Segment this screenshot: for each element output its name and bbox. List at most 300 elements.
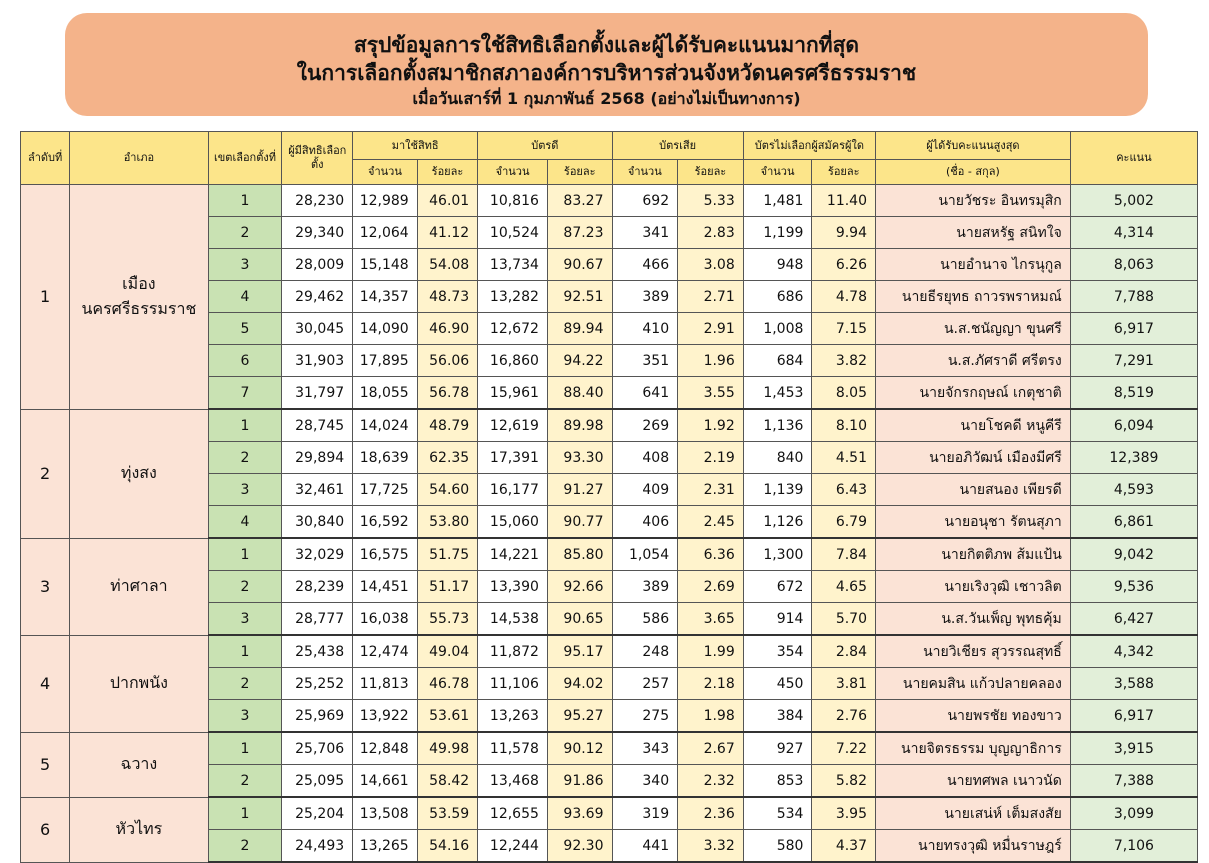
district-name-line-1: ฉวาง <box>120 754 158 773</box>
spoiled-count-cell: 441 <box>612 830 678 863</box>
eligible-cell: 29,462 <box>282 281 353 313</box>
winner-name-cell: นายอภิวัฒน์ เมืองมีศรี <box>876 442 1071 474</box>
eligible-cell: 29,340 <box>282 217 353 249</box>
turnout-count-cell: 16,038 <box>353 603 418 636</box>
district-cell <box>70 635 208 732</box>
spoiled-count-cell: 319 <box>612 797 678 830</box>
zone-cell: 3 <box>208 700 282 733</box>
eligible-cell: 25,095 <box>282 765 353 798</box>
winner-name-cell: น.ส.ภัศราดี ศรีตรง <box>876 345 1071 377</box>
spoiled-count-cell: 586 <box>612 603 678 636</box>
score-cell: 9,536 <box>1070 571 1197 603</box>
spoiled-count-cell: 257 <box>612 668 678 700</box>
turnout-count-cell: 14,451 <box>353 571 418 603</box>
spoiled-percent-cell: 5.33 <box>678 185 744 217</box>
zone-cell: 7 <box>208 377 282 410</box>
winner-name-cell: นายทศพล เนาวนัด <box>876 765 1071 798</box>
header-percent: ร้อยละ <box>678 160 744 185</box>
score-cell: 7,106 <box>1070 830 1197 863</box>
good-count-cell: 13,734 <box>478 249 548 281</box>
no-vote-percent-cell: 2.84 <box>812 635 876 668</box>
score-cell: 5,002 <box>1070 185 1197 217</box>
header-good: บัตรดี <box>478 132 612 160</box>
spoiled-count-cell: 410 <box>612 313 678 345</box>
good-percent-cell: 90.12 <box>547 732 612 765</box>
good-percent-cell: 93.30 <box>547 442 612 474</box>
spoiled-count-cell: 340 <box>612 765 678 798</box>
title-line-1: สรุปข้อมูลการใช้สิทธิเลือกตั้งและผู้ได้รับคะแนนมากที่สุด <box>353 33 860 57</box>
good-count-cell: 10,524 <box>478 217 548 249</box>
no-vote-percent-cell: 5.82 <box>812 765 876 798</box>
eligible-cell: 28,009 <box>282 249 353 281</box>
spoiled-count-cell: 692 <box>612 185 678 217</box>
no-vote-count-cell: 1,126 <box>743 506 812 539</box>
no-vote-count-cell: 534 <box>743 797 812 830</box>
zone-cell: 2 <box>208 765 282 798</box>
no-vote-count-cell: 1,481 <box>743 185 812 217</box>
district-cell <box>70 538 208 635</box>
no-vote-percent-cell: 8.10 <box>812 409 876 442</box>
good-percent-cell: 83.27 <box>547 185 612 217</box>
good-count-cell: 12,244 <box>478 830 548 863</box>
turnout-percent-cell: 51.17 <box>417 571 478 603</box>
score-cell: 8,519 <box>1070 377 1197 410</box>
spoiled-percent-cell: 2.31 <box>678 474 744 506</box>
score-cell: 6,427 <box>1070 603 1197 636</box>
spoiled-percent-cell: 1.92 <box>678 409 744 442</box>
good-count-cell: 12,672 <box>478 313 548 345</box>
good-count-cell: 13,390 <box>478 571 548 603</box>
winner-name-cell: นายวัชระ อินทรมุสิก <box>876 185 1071 217</box>
good-count-cell: 13,468 <box>478 765 548 798</box>
no-vote-percent-cell: 3.95 <box>812 797 876 830</box>
spoiled-count-cell: 409 <box>612 474 678 506</box>
spoiled-count-cell: 389 <box>612 571 678 603</box>
winner-name-cell: น.ส.ชนัญญา ขุนศรี <box>876 313 1071 345</box>
zone-cell: 2 <box>208 217 282 249</box>
winner-name-cell: น.ส.วันเพ็ญ พุทธคุ้ม <box>876 603 1071 636</box>
winner-name-cell: นายเสน่ห์ เต็มสงสัย <box>876 797 1071 830</box>
no-vote-count-cell: 354 <box>743 635 812 668</box>
good-percent-cell: 93.69 <box>547 797 612 830</box>
score-cell: 6,861 <box>1070 506 1197 539</box>
seq-cell: 1 <box>21 185 70 410</box>
score-cell: 6,917 <box>1070 313 1197 345</box>
no-vote-count-cell: 927 <box>743 732 812 765</box>
zone-cell: 2 <box>208 668 282 700</box>
table-body <box>21 185 1198 863</box>
spoiled-count-cell: 248 <box>612 635 678 668</box>
title-line-3: เมื่อวันเสาร์ที่ 1 กุมภาพันธ์ 2568 (อย่างไม่เป็นทางการ) <box>412 89 801 108</box>
turnout-percent-cell: 56.78 <box>417 377 478 410</box>
score-cell: 12,389 <box>1070 442 1197 474</box>
good-count-cell: 16,177 <box>478 474 548 506</box>
district-cell <box>70 797 208 862</box>
good-count-cell: 13,263 <box>478 700 548 733</box>
good-percent-cell: 89.98 <box>547 409 612 442</box>
good-count-cell: 12,655 <box>478 797 548 830</box>
good-count-cell: 15,060 <box>478 506 548 539</box>
score-cell: 4,593 <box>1070 474 1197 506</box>
zone-cell: 1 <box>208 185 282 217</box>
turnout-count-cell: 13,265 <box>353 830 418 863</box>
zone-cell: 1 <box>208 732 282 765</box>
seq-cell: 2 <box>21 409 70 538</box>
turnout-percent-cell: 46.90 <box>417 313 478 345</box>
score-cell: 3,915 <box>1070 732 1197 765</box>
no-vote-count-cell: 840 <box>743 442 812 474</box>
good-percent-cell: 94.02 <box>547 668 612 700</box>
zone-cell: 5 <box>208 313 282 345</box>
good-percent-cell: 87.23 <box>547 217 612 249</box>
score-cell: 6,917 <box>1070 700 1197 733</box>
no-vote-count-cell: 853 <box>743 765 812 798</box>
header-no-vote: บัตรไม่เลือกผู้สมัครผู้ใด <box>743 132 875 160</box>
eligible-cell: 28,777 <box>282 603 353 636</box>
good-count-cell: 12,619 <box>478 409 548 442</box>
turnout-percent-cell: 48.79 <box>417 409 478 442</box>
good-percent-cell: 92.30 <box>547 830 612 863</box>
spoiled-percent-cell: 2.18 <box>678 668 744 700</box>
good-percent-cell: 95.17 <box>547 635 612 668</box>
district-cell <box>70 732 208 797</box>
zone-cell: 1 <box>208 797 282 830</box>
eligible-cell: 25,438 <box>282 635 353 668</box>
zone-cell: 3 <box>208 474 282 506</box>
zone-cell: 6 <box>208 345 282 377</box>
good-percent-cell: 91.27 <box>547 474 612 506</box>
turnout-count-cell: 18,639 <box>353 442 418 474</box>
zone-cell: 2 <box>208 571 282 603</box>
eligible-cell: 32,029 <box>282 538 353 571</box>
winner-name-cell: นายสนอง เพียรดี <box>876 474 1071 506</box>
spoiled-percent-cell: 3.55 <box>678 377 744 410</box>
good-percent-cell: 85.80 <box>547 538 612 571</box>
header-seq: ลำดับที่ <box>21 132 70 185</box>
table-row <box>21 185 1198 217</box>
good-count-cell: 11,106 <box>478 668 548 700</box>
election-results-table <box>20 131 1198 863</box>
spoiled-count-cell: 343 <box>612 732 678 765</box>
winner-name-cell: นายจักรกฤษณ์ เกตุชาติ <box>876 377 1071 410</box>
good-percent-cell: 90.65 <box>547 603 612 636</box>
good-percent-cell: 92.66 <box>547 571 612 603</box>
header-district: อำเภอ <box>70 132 208 185</box>
district-name-line-1: ทุ่งสง <box>120 463 157 482</box>
score-cell: 4,314 <box>1070 217 1197 249</box>
no-vote-count-cell: 1,300 <box>743 538 812 571</box>
no-vote-percent-cell: 8.05 <box>812 377 876 410</box>
spoiled-count-cell: 341 <box>612 217 678 249</box>
no-vote-percent-cell: 6.79 <box>812 506 876 539</box>
good-percent-cell: 94.22 <box>547 345 612 377</box>
no-vote-percent-cell: 7.84 <box>812 538 876 571</box>
turnout-count-cell: 14,357 <box>353 281 418 313</box>
turnout-count-cell: 18,055 <box>353 377 418 410</box>
good-count-cell: 14,538 <box>478 603 548 636</box>
no-vote-percent-cell: 11.40 <box>812 185 876 217</box>
score-cell: 7,388 <box>1070 765 1197 798</box>
turnout-count-cell: 11,813 <box>353 668 418 700</box>
turnout-percent-cell: 51.75 <box>417 538 478 571</box>
turnout-count-cell: 12,848 <box>353 732 418 765</box>
winner-name-cell: นายทรงวุฒิ หมื่นราษฎร์ <box>876 830 1071 863</box>
no-vote-count-cell: 1,008 <box>743 313 812 345</box>
zone-cell: 1 <box>208 538 282 571</box>
zone-cell: 1 <box>208 635 282 668</box>
good-percent-cell: 91.86 <box>547 765 612 798</box>
header-zone: เขตเลือกตั้งที่ <box>208 132 282 185</box>
no-vote-percent-cell: 4.37 <box>812 830 876 863</box>
table-row <box>21 635 1198 668</box>
no-vote-count-cell: 672 <box>743 571 812 603</box>
no-vote-percent-cell: 3.82 <box>812 345 876 377</box>
score-cell: 3,588 <box>1070 668 1197 700</box>
no-vote-count-cell: 686 <box>743 281 812 313</box>
table-row <box>21 732 1198 765</box>
good-count-cell: 11,872 <box>478 635 548 668</box>
good-percent-cell: 88.40 <box>547 377 612 410</box>
winner-name-cell: นายโชคดี หนูคีรี <box>876 409 1071 442</box>
spoiled-percent-cell: 2.19 <box>678 442 744 474</box>
winner-name-cell: นายจิตรธรรม บุญญาธิการ <box>876 732 1071 765</box>
turnout-count-cell: 13,922 <box>353 700 418 733</box>
turnout-percent-cell: 46.01 <box>417 185 478 217</box>
turnout-percent-cell: 48.73 <box>417 281 478 313</box>
good-percent-cell: 90.67 <box>547 249 612 281</box>
header-count: จำนวน <box>353 160 418 185</box>
district-name-line-1: ท่าศาลา <box>110 576 168 595</box>
spoiled-percent-cell: 2.83 <box>678 217 744 249</box>
header-spoiled: บัตรเสีย <box>612 132 743 160</box>
spoiled-percent-cell: 3.32 <box>678 830 744 863</box>
eligible-cell: 30,840 <box>282 506 353 539</box>
no-vote-percent-cell: 4.51 <box>812 442 876 474</box>
winner-name-cell: นายคมสิน แก้วปลายคลอง <box>876 668 1071 700</box>
turnout-count-cell: 16,592 <box>353 506 418 539</box>
turnout-percent-cell: 41.12 <box>417 217 478 249</box>
good-count-cell: 11,578 <box>478 732 548 765</box>
spoiled-count-cell: 269 <box>612 409 678 442</box>
spoiled-count-cell: 389 <box>612 281 678 313</box>
turnout-percent-cell: 49.04 <box>417 635 478 668</box>
good-percent-cell: 89.94 <box>547 313 612 345</box>
score-cell: 9,042 <box>1070 538 1197 571</box>
table-row <box>21 409 1198 442</box>
spoiled-count-cell: 406 <box>612 506 678 539</box>
turnout-percent-cell: 46.78 <box>417 668 478 700</box>
score-cell: 8,063 <box>1070 249 1197 281</box>
eligible-cell: 25,706 <box>282 732 353 765</box>
no-vote-count-cell: 948 <box>743 249 812 281</box>
turnout-count-cell: 15,148 <box>353 249 418 281</box>
turnout-percent-cell: 56.06 <box>417 345 478 377</box>
eligible-cell: 29,894 <box>282 442 353 474</box>
zone-cell: 2 <box>208 830 282 863</box>
turnout-percent-cell: 62.35 <box>417 442 478 474</box>
eligible-cell: 31,903 <box>282 345 353 377</box>
district-name-line-1: หัวไทร <box>115 819 163 838</box>
turnout-percent-cell: 55.73 <box>417 603 478 636</box>
turnout-count-cell: 13,508 <box>353 797 418 830</box>
eligible-cell: 31,797 <box>282 377 353 410</box>
no-vote-count-cell: 684 <box>743 345 812 377</box>
spoiled-percent-cell: 1.98 <box>678 700 744 733</box>
good-count-cell: 15,961 <box>478 377 548 410</box>
no-vote-count-cell: 450 <box>743 668 812 700</box>
zone-cell: 3 <box>208 603 282 636</box>
seq-cell: 6 <box>21 797 70 862</box>
turnout-count-cell: 12,064 <box>353 217 418 249</box>
turnout-percent-cell: 54.08 <box>417 249 478 281</box>
no-vote-percent-cell: 4.78 <box>812 281 876 313</box>
good-count-cell: 13,282 <box>478 281 548 313</box>
no-vote-count-cell: 1,139 <box>743 474 812 506</box>
no-vote-percent-cell: 7.22 <box>812 732 876 765</box>
turnout-count-cell: 14,090 <box>353 313 418 345</box>
score-cell: 6,094 <box>1070 409 1197 442</box>
score-cell: 3,099 <box>1070 797 1197 830</box>
spoiled-percent-cell: 2.45 <box>678 506 744 539</box>
spoiled-percent-cell: 2.71 <box>678 281 744 313</box>
district-cell <box>70 409 208 538</box>
no-vote-count-cell: 914 <box>743 603 812 636</box>
zone-cell: 4 <box>208 281 282 313</box>
spoiled-count-cell: 275 <box>612 700 678 733</box>
no-vote-percent-cell: 6.43 <box>812 474 876 506</box>
good-percent-cell: 92.51 <box>547 281 612 313</box>
turnout-percent-cell: 53.80 <box>417 506 478 539</box>
spoiled-percent-cell: 2.91 <box>678 313 744 345</box>
title-line-2: ในการเลือกตั้งสมาชิกสภาองค์การบริหารส่วนจังหวัดนครศรีธรรมราช <box>296 61 917 85</box>
no-vote-percent-cell: 2.76 <box>812 700 876 733</box>
turnout-count-cell: 17,725 <box>353 474 418 506</box>
spoiled-percent-cell: 1.96 <box>678 345 744 377</box>
header-winner-sub: (ชื่อ - สกุล) <box>876 160 1071 185</box>
winner-name-cell: นายกิตติภพ ส้มแป้น <box>876 538 1071 571</box>
header-winner: ผู้ได้รับคะแนนสูงสุด <box>876 132 1071 160</box>
score-cell: 7,788 <box>1070 281 1197 313</box>
eligible-cell: 32,461 <box>282 474 353 506</box>
header-score: คะแนน <box>1070 132 1197 185</box>
score-cell: 7,291 <box>1070 345 1197 377</box>
score-cell: 4,342 <box>1070 635 1197 668</box>
turnout-percent-cell: 54.16 <box>417 830 478 863</box>
table-row <box>21 538 1198 571</box>
district-cell <box>70 185 208 410</box>
header-count: จำนวน <box>743 160 812 185</box>
spoiled-percent-cell: 3.65 <box>678 603 744 636</box>
spoiled-percent-cell: 2.69 <box>678 571 744 603</box>
no-vote-percent-cell: 3.81 <box>812 668 876 700</box>
eligible-cell: 30,045 <box>282 313 353 345</box>
no-vote-percent-cell: 7.15 <box>812 313 876 345</box>
turnout-percent-cell: 58.42 <box>417 765 478 798</box>
no-vote-percent-cell: 5.70 <box>812 603 876 636</box>
turnout-percent-cell: 49.98 <box>417 732 478 765</box>
district-name-line-1: ปากพนัง <box>109 673 168 692</box>
winner-name-cell: นายเริงวุฒิ เชาวลิต <box>876 571 1071 603</box>
no-vote-count-cell: 1,453 <box>743 377 812 410</box>
district-name-line-1: เมือง <box>122 273 156 293</box>
header-percent: ร้อยละ <box>417 160 478 185</box>
spoiled-count-cell: 466 <box>612 249 678 281</box>
title-banner <box>65 13 1148 116</box>
eligible-cell: 25,252 <box>282 668 353 700</box>
spoiled-percent-cell: 1.99 <box>678 635 744 668</box>
header-percent: ร้อยละ <box>812 160 876 185</box>
good-count-cell: 16,860 <box>478 345 548 377</box>
table-row <box>21 797 1198 830</box>
winner-name-cell: นายอำนาจ ไกรนุกูล <box>876 249 1071 281</box>
spoiled-count-cell: 408 <box>612 442 678 474</box>
spoiled-percent-cell: 2.67 <box>678 732 744 765</box>
winner-name-cell: นายสหรัฐ สนิทใจ <box>876 217 1071 249</box>
good-count-cell: 14,221 <box>478 538 548 571</box>
turnout-percent-cell: 54.60 <box>417 474 478 506</box>
seq-cell: 5 <box>21 732 70 797</box>
eligible-cell: 24,493 <box>282 830 353 863</box>
no-vote-count-cell: 580 <box>743 830 812 863</box>
turnout-count-cell: 12,989 <box>353 185 418 217</box>
winner-name-cell: นายธีรยุทธ ถาวรพราหมณ์ <box>876 281 1071 313</box>
spoiled-count-cell: 351 <box>612 345 678 377</box>
turnout-count-cell: 16,575 <box>353 538 418 571</box>
eligible-cell: 25,204 <box>282 797 353 830</box>
winner-name-cell: นายวิเชียร สุวรรณสุทธิ์ <box>876 635 1071 668</box>
seq-cell: 4 <box>21 635 70 732</box>
no-vote-percent-cell: 9.94 <box>812 217 876 249</box>
good-count-cell: 10,816 <box>478 185 548 217</box>
eligible-cell: 28,745 <box>282 409 353 442</box>
winner-name-cell: นายอนุชา รัตนสุภา <box>876 506 1071 539</box>
zone-cell: 4 <box>208 506 282 539</box>
eligible-cell: 28,230 <box>282 185 353 217</box>
turnout-count-cell: 14,661 <box>353 765 418 798</box>
zone-cell: 1 <box>208 409 282 442</box>
no-vote-count-cell: 384 <box>743 700 812 733</box>
eligible-cell: 25,969 <box>282 700 353 733</box>
turnout-count-cell: 12,474 <box>353 635 418 668</box>
good-percent-cell: 90.77 <box>547 506 612 539</box>
turnout-count-cell: 17,895 <box>353 345 418 377</box>
header-count: จำนวน <box>612 160 678 185</box>
header-turnout: มาใช้สิทธิ <box>353 132 478 160</box>
winner-name-cell: นายพรชัย ทองขาว <box>876 700 1071 733</box>
header-count: จำนวน <box>478 160 548 185</box>
header-percent: ร้อยละ <box>547 160 612 185</box>
zone-cell: 3 <box>208 249 282 281</box>
eligible-cell: 28,239 <box>282 571 353 603</box>
header-eligible: ผู้มีสิทธิเลือกตั้ง <box>282 132 353 185</box>
spoiled-count-cell: 641 <box>612 377 678 410</box>
spoiled-percent-cell: 6.36 <box>678 538 744 571</box>
district-name-line-2: นครศรีธรรมราช <box>81 298 197 318</box>
turnout-percent-cell: 53.61 <box>417 700 478 733</box>
no-vote-percent-cell: 4.65 <box>812 571 876 603</box>
spoiled-count-cell: 1,054 <box>612 538 678 571</box>
seq-cell: 3 <box>21 538 70 635</box>
no-vote-count-cell: 1,199 <box>743 217 812 249</box>
no-vote-count-cell: 1,136 <box>743 409 812 442</box>
zone-cell: 2 <box>208 442 282 474</box>
spoiled-percent-cell: 3.08 <box>678 249 744 281</box>
good-count-cell: 17,391 <box>478 442 548 474</box>
turnout-count-cell: 14,024 <box>353 409 418 442</box>
no-vote-percent-cell: 6.26 <box>812 249 876 281</box>
spoiled-percent-cell: 2.36 <box>678 797 744 830</box>
spoiled-percent-cell: 2.32 <box>678 765 744 798</box>
